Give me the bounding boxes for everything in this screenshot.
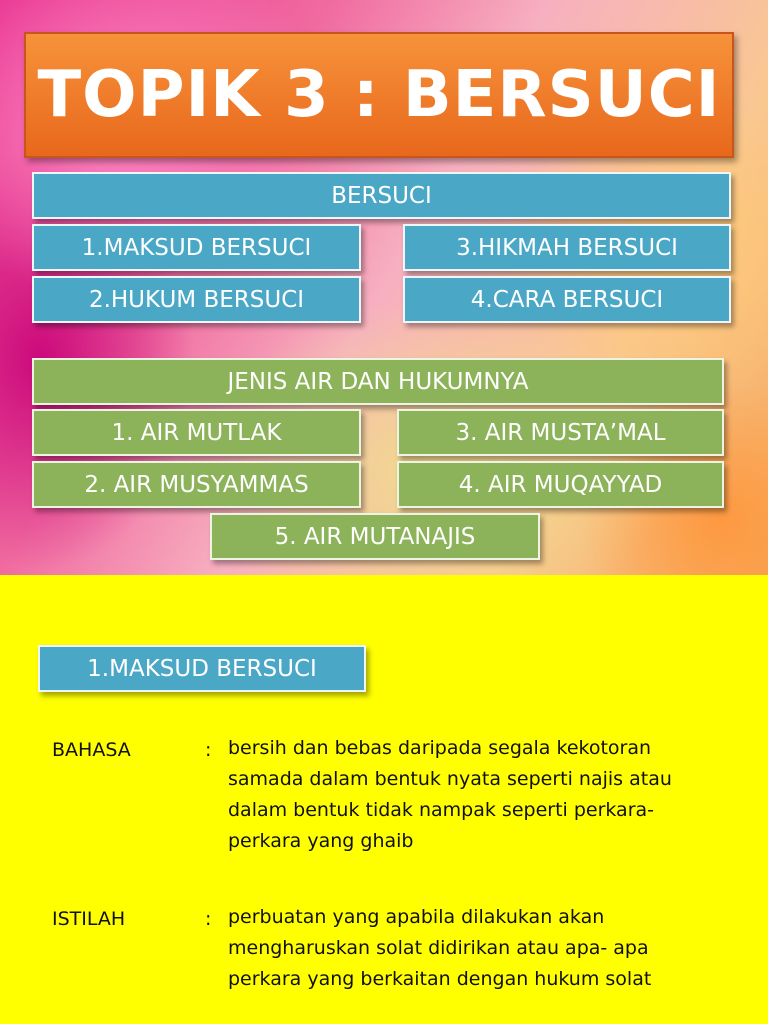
bersuci-item-maksud: 1.MAKSUD BERSUCI (32, 224, 361, 271)
air-item-mutanajis: 5. AIR MUTANAJIS (210, 513, 540, 560)
definition-line: bersih dan bebas daripada segala kekotoran (228, 737, 652, 759)
air-item-musyammas: 2. AIR MUSYAMMAS (32, 461, 361, 508)
definition-line: perbuatan yang apabila dilakukan akan (228, 906, 605, 928)
definition-line: dalam bentuk tidak nampak seperti perkara- (228, 799, 655, 821)
term-istilah: ISTILAH (52, 908, 126, 930)
title-banner (24, 32, 734, 158)
bersuci-item-hukum: 2.HUKUM BERSUCI (32, 276, 361, 323)
air-item-mustamal: 3. AIR MUSTA’MAL (397, 409, 724, 456)
definition-bahasa (228, 733, 718, 857)
definition-line: perkara yang berkaitan dengan hukum solat (228, 968, 652, 990)
definition-line: samada dalam bentuk nyata seperti najis atau (228, 768, 672, 790)
slide-maksud-bersuci (0, 575, 768, 1024)
colon-bahasa: : (205, 739, 212, 761)
bersuci-header: BERSUCI (32, 172, 731, 219)
term-bahasa: BAHASA (52, 739, 131, 761)
air-header: JENIS AIR DAN HUKUMNYA (32, 358, 724, 405)
air-item-mutlak: 1. AIR MUTLAK (32, 409, 361, 456)
bersuci-item-hikmah: 3.HIKMAH BERSUCI (403, 224, 731, 271)
definition-line: mengharuskan solat didirikan atau apa- apa (228, 937, 649, 959)
colon-istilah: : (205, 908, 212, 930)
bersuci-item-cara: 4.CARA BERSUCI (403, 276, 731, 323)
maksud-heading: 1.MAKSUD BERSUCI (38, 645, 366, 692)
air-item-muqayyad: 4. AIR MUQAYYAD (397, 461, 724, 508)
definition-istilah (228, 902, 718, 995)
slide-title: TOPIK 3 : BERSUCI (37, 58, 721, 132)
definition-line: perkara yang ghaib (228, 830, 414, 852)
